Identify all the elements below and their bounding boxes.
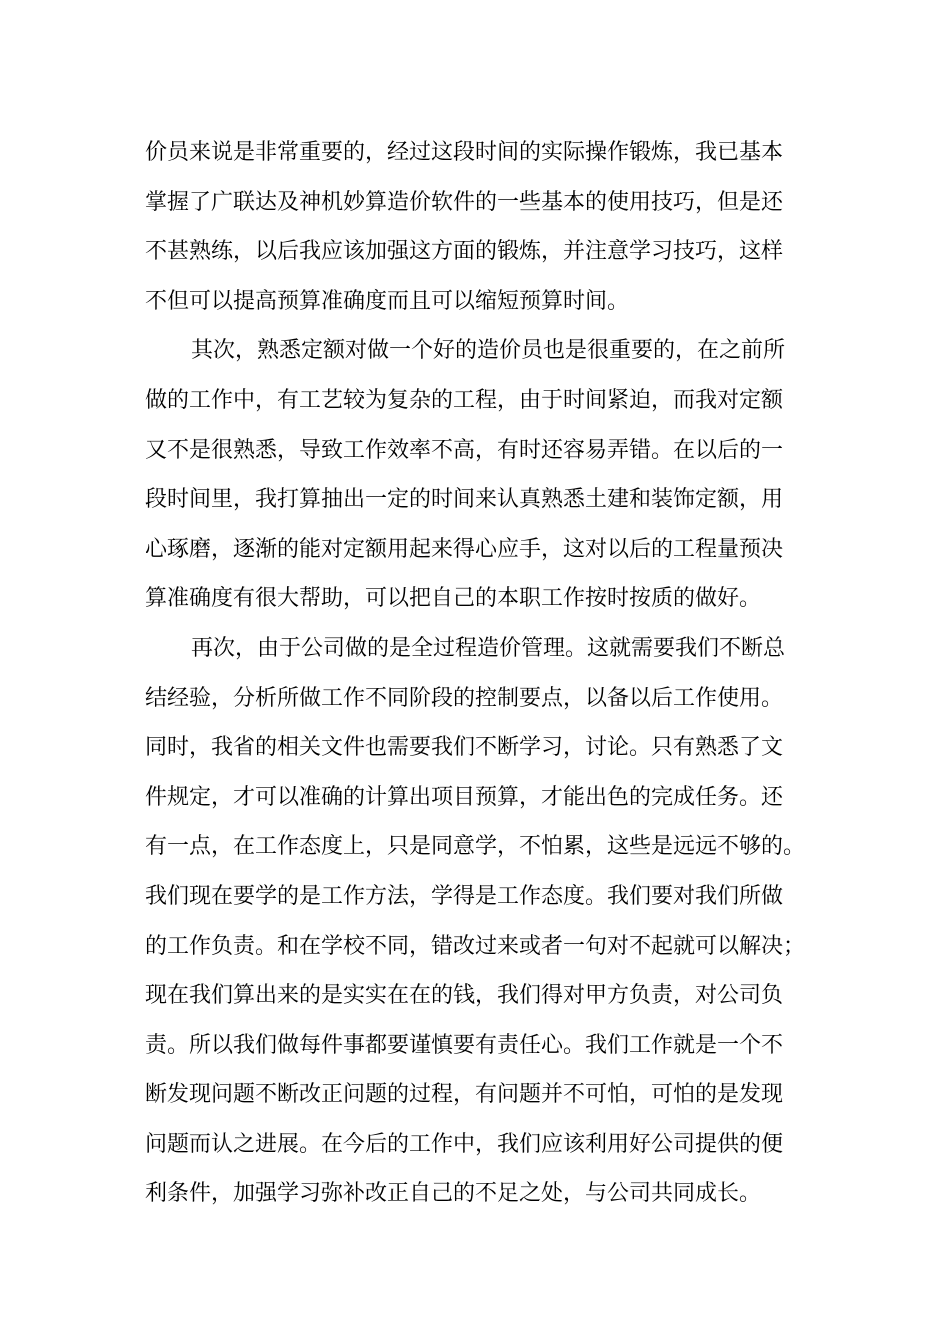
document-body <box>145 128 825 1219</box>
text-line: 现在我们算出来的是实实在在的钱，我们得对甲方负责，对公司负 <box>145 983 784 1009</box>
text-line: 有一点，在工作态度上，只是同意学，不怕累，这些是远远不够的。 <box>145 834 806 860</box>
text-line: 的工作负责。和在学校不同，错改过来或者一句对不起就可以解决； <box>145 933 806 959</box>
text-line: 件规定，才可以准确的计算出项目预算，才能出色的完成任务。还 <box>145 784 784 810</box>
text-line: 又不是很熟悉，导致工作效率不高，有时还容易弄错。在以后的一 <box>145 437 784 463</box>
text-line: 不但可以提高预算准确度而且可以缩短预算时间。 <box>145 288 630 314</box>
text-line: 算准确度有很大帮助，可以把自己的本职工作按时按质的做好。 <box>145 586 762 612</box>
text-line: 问题而认之进展。在今后的工作中，我们应该利用好公司提供的便 <box>145 1131 784 1157</box>
paragraph-first-line: 其次，熟悉定额对做一个好的造价员也是很重要的，在之前所 <box>191 338 786 364</box>
text-line: 断发现问题不断改正问题的过程，有问题并不可怕，可怕的是发现 <box>145 1082 784 1108</box>
text-line: 利条件，加强学习弥补改正自己的不足之处，与公司共同成长。 <box>145 1181 762 1207</box>
text-line: 不甚熟练，以后我应该加强这方面的锻炼，并注意学习技巧，这样 <box>145 239 784 265</box>
text-line: 结经验，分析所做工作不同阶段的控制要点，以备以后工作使用。 <box>145 685 784 711</box>
text-line: 我们现在要学的是工作方法，学得是工作态度。我们要对我们所做 <box>145 883 784 909</box>
text-line: 同时，我省的相关文件也需要我们不断学习，讨论。只有熟悉了文 <box>145 735 784 761</box>
paragraph-first-line: 再次，由于公司做的是全过程造价管理。这就需要我们不断总 <box>191 635 786 661</box>
text-line: 价员来说是非常重要的，经过这段时间的实际操作锻炼，我已基本 <box>145 140 784 165</box>
text-line: 责。所以我们做每件事都要谨慎要有责任心。我们工作就是一个不 <box>145 1032 784 1058</box>
text-line: 掌握了广联达及神机妙算造价软件的一些基本的使用技巧，但是还 <box>145 189 784 215</box>
text-line: 做的工作中，有工艺较为复杂的工程，由于时间紧迫，而我对定额 <box>145 387 784 413</box>
text-line: 心琢磨，逐渐的能对定额用起来得心应手，这对以后的工程量预决 <box>145 536 784 562</box>
text-line: 段时间里，我打算抽出一定的时间来认真熟悉土建和装饰定额，用 <box>145 487 784 513</box>
